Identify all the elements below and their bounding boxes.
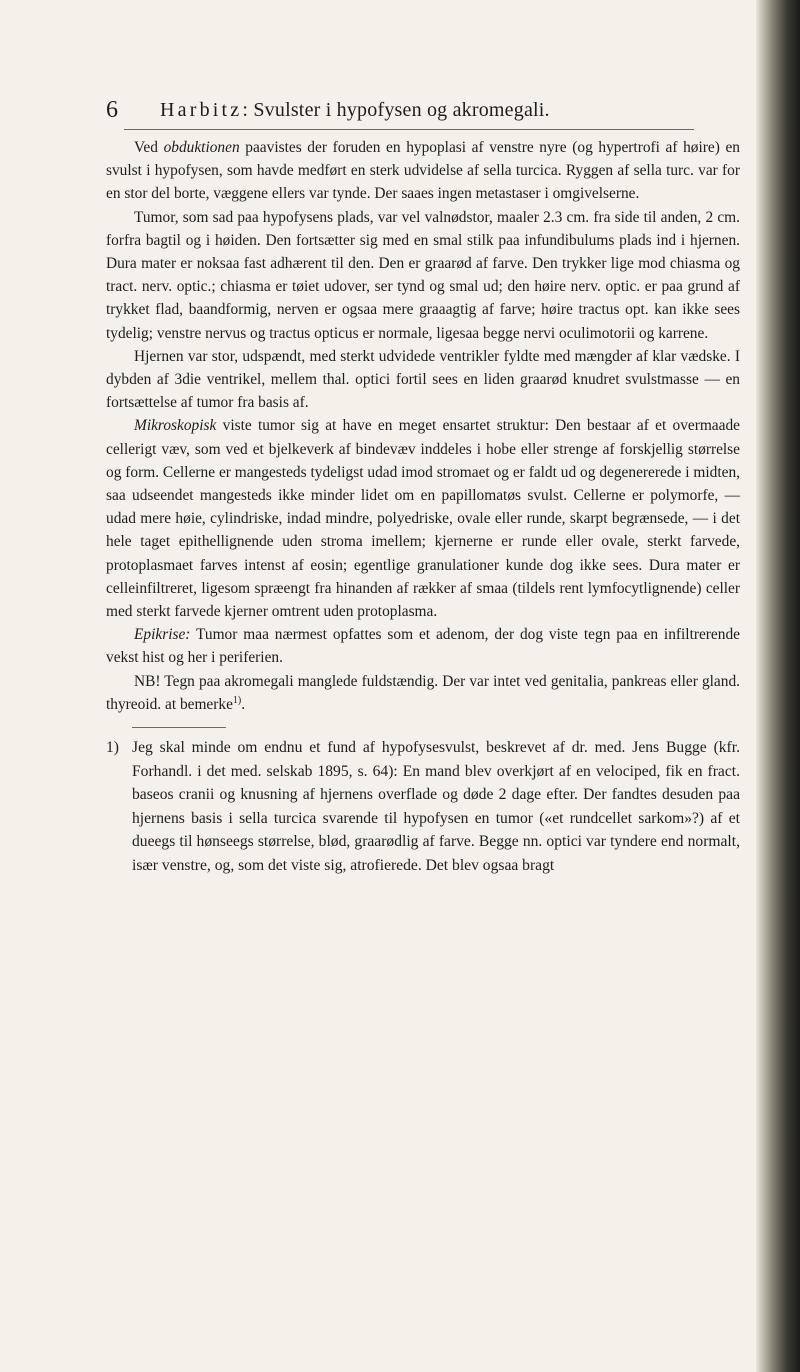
paragraph-nb: NB! Tegn paa akromegali manglede fuldstændig. Der var intet ved genitalia, pankreas eller gland. thyreoid. at bemerke$^{1)}$.: [106, 672, 740, 713]
footnote: [106, 736, 740, 878]
paragraph-mikroskopisk: Mikroskopisk viste tumor sig at have en meget ensartet struktur: Den bestaar af et overmaade cellerigt væv, som ved et bjelkeverk af bindevæv inddeles i hobe eller strenge af forskjellig størrelse og form. Cellerne er mangesteds tydeligst udad imod stromaet og er faldt ud og degenererede i midten, saa udseendet mangesteds ikke minder lidet om en papillomatøs svulst. Cellerne er polymorfe, — udad mere høie, cylindriske, indad mindre, polyedriske, ovale eller runde, skarpt begrænsede, — i det hele taget epithellignende uden stroma imellem; kjernerne er runde eller ovale, sterkt farvede, protoplasmaet farves intenst af eosin; egentlige granulationer kunde dog ikke sees. Dura mater er celleinfiltreret, ligesom spræengt fra hinanden af rækker af smaa (tildels rent lymfocytlignende) celler med sterkt farvede kjerner omtrent uden protoplasma.: [106, 417, 740, 621]
footnote-reference[interactable]: 1): [232, 694, 242, 706]
article-title: Svulster i hypofysen og akromegali.: [253, 99, 550, 121]
emphasis-obduktionen: obduktionen: [163, 139, 240, 156]
paragraph-hjernen: Hjernen var stor, udspændt, med sterkt udvidede ventrikler fyldte med mængder af klar vædske. I dybden af 3die ventrikel, mellem thal. optici fortil sees en liden graarød knudret svulstmasse — en fortsættelse af tumor fra basis af.: [106, 347, 740, 412]
running-header: [106, 97, 726, 129]
footnote-text: Jeg skal minde om endnu et fund af hypofysesvulst, beskrevet af dr. med. Jens Bugge (kfr. Forhandl. i det med. selskab 1895, s. 64): En mand blev overkjørt af en velociped, fik en fract. baseos cranii og knusning af hjernens overflade og døde 2 dage efter. Der fandtes desuden paa hjernens basis i sella turcica svarende til hypofysen en tumor («et rundcellet sarkom»?) af et dueegs til hønseegs størrelse, blød, graarødlig af farve. Begge nn. optici var tyndere end normalt, især venstre, og, som det viste sig, atrofierede. Det blev ogsaa bragt: [132, 739, 740, 875]
paragraph-tumor: Tumor, som sad paa hypofysens plads, var vel valnødstor, maaler 2.3 cm. fra side til anden, 2 cm. forfra bagtil og i høiden. Den fortsætter sig med en smal stilk paa infundibulums plads ind i hjernen. Dura mater er noksaa fast adhærent til den. Den er graarød af farve. Den trykker lige mod chiasma og tract. nerv. optic.; chiasma er tøiet udover, ser tynd og smal ud; den høire nerv. optic. er paa grund af trykket flad, baandformig, nerven er ogsaa mere graaagtig af farve; høire tractus opt. kan ikke sees tydelig; venstre nervus og tractus opticus er normale, ligesaa begge nervi oculimotorii og karrene.: [106, 208, 740, 342]
running-title: Harbitz: Svulster i hypofysen og akromegali.: [160, 99, 550, 121]
footnote-marker: 1): [106, 739, 119, 757]
emphasis-mikroskopisk: Mikroskopisk: [134, 417, 217, 435]
footnote-rule: [132, 727, 226, 728]
header-rule: [124, 129, 694, 130]
body-text: [106, 136, 740, 878]
paragraph-epikrise: Epikrise: Tumor maa nærmest opfattes som et adenom, der dog viste tegn paa en infiltrerende vekst hist og her i periferien.: [106, 626, 740, 667]
paragraph-obduktion: Ved obduktionen paavistes der foruden en hypoplasi af venstre nyre (og hypertrofi af høire) en svulst i hypofysen, som havde medført en sterk udvidelse af sella turcica. Ryggen af sella turc. var for en stor del borte, væggene ellers var tynde. Der saaes ingen metastaser i omgivelserne.: [106, 139, 740, 203]
author-name: Harbitz: [160, 99, 243, 121]
page-edge-shadow: [756, 0, 800, 1372]
page-number: 6: [106, 97, 118, 123]
emphasis-epikrise: Epikrise:: [134, 626, 191, 644]
